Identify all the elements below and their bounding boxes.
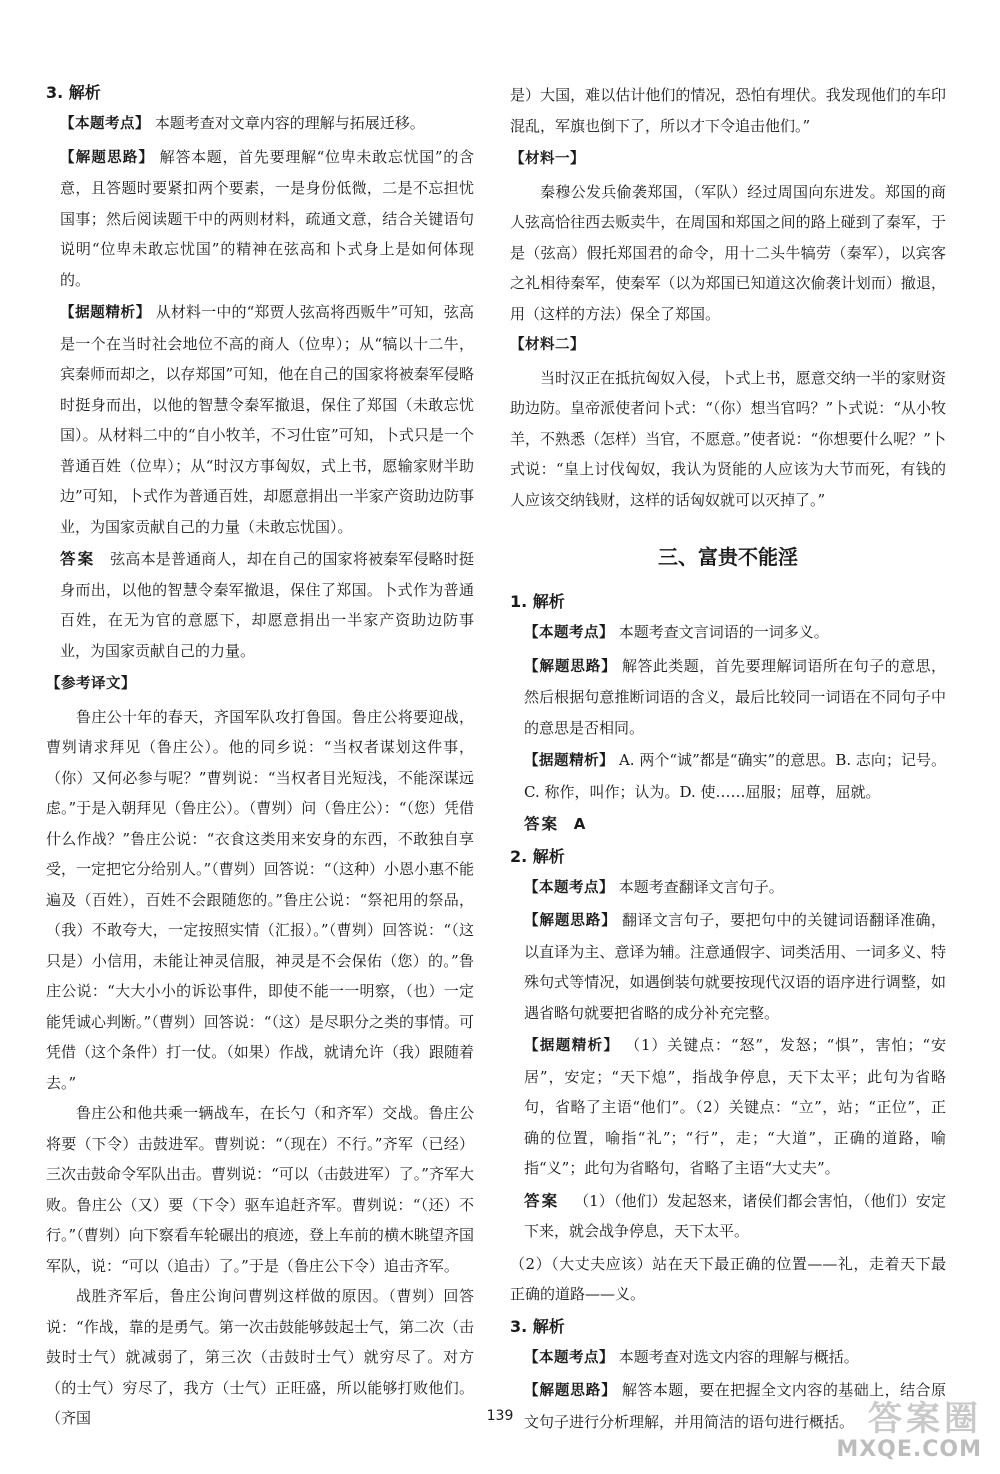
kaodian-text: 本题考查对选文内容的理解与概括。 (618, 1347, 859, 1366)
translation-paragraph-1: 鲁庄公十年的春天，齐国军队攻打鲁国。鲁庄公将要迎战，曹刿请求拜见（鲁庄公）。他的同乡说：“当权者谋划这件事，（你）又何必参与呢？”曹刿说：“当权者目光短浅，不能深谋远虑。”于是入朝拜见（鲁庄公）。（曹刿）问（鲁庄公）：“（您）凭借什么作战？”鲁庄公说：“衣食这类用来安身的东西，不敢独自享受，一定把它分给别人。”（曹刿）回答说：“（这种）小恩小惠不能遍及（百姓），百姓不会跟随您的。”鲁庄公说：“祭祀用的祭品，（我）不敢夸大，一定按照实情（汇报）。”（曹刿）回答说：“（这只是）小信用，未能让神灵信服，神灵是不会保佑（您）的。”鲁庄公说：“大大小小的诉讼事件，即使不能一一明察，（也）一定能凭诚心判断。”（曹刿）回答说：“（这）是尽职分之类的事情。可凭借（这个条件）打一仗。（如果）作战，就请允许（我）跟随着去。” (46, 707, 474, 1092)
silu-tag: 【解题思路】 (524, 1383, 617, 1399)
material-2-tag (510, 329, 946, 361)
q3-heading: 3. 解析 (510, 1316, 565, 1336)
q1-answer (510, 809, 946, 840)
translation-paragraph-2: 鲁庄公和他共乘一辆战车，在长勺（和齐军）交战。鲁庄公将要（下令）击鼓进军。曹刿说：“（现在）不行。”齐军（已经）三次击鼓命令军队出击。曹刿说：“可以（击鼓进军）了。”齐军大败。鲁庄公（又）要（下令）驱车追赶齐军。曹刿说：“（还）不行。”（曹刿）向下察看车轮碾出的痕迹，登上车前的横木眺望齐国军队，说：“可以（追击）了。”于是（鲁庄公下令）追击齐军。 (46, 1104, 474, 1275)
q2-jingxi (510, 1030, 946, 1184)
left-column (46, 78, 474, 1434)
q2-answer-2: （2）（大丈夫应该）站在天下最正确的位置——礼，走着天下最正确的道路——义。 (510, 1254, 946, 1303)
right-column (510, 80, 946, 1439)
q3-answer (46, 544, 474, 666)
jingxi-text: 从材料一中的“郑贾人弦高将西贩牛”可知，弦高是一个在当时社会地位不高的商人（位卑）；从“犒以十二牛，宾秦师而却之，以存郑国”可知，他在自己的国家将被秦军侵略时挺身而出，以他的智慧令秦军撤退，保住了郑国（未敢忘忧国）。从材料二中的“自小牧羊，不习仕宦”可知，卜式只是一个普通百姓（位卑）；从“时汉方事匈奴，式上书，愿输家财半助边”可知，卜式作为普通百姓，却愿意捐出一半家产资助边防事业，为国家贡献自己的力量（未敢忘忧国）。 (60, 303, 475, 536)
silu-tag: 【解题思路】 (524, 658, 617, 675)
q1-jingxi (510, 745, 946, 807)
q1-heading: 1. 解析 (510, 592, 565, 611)
answer-text: 弦高本是普通商人，却在自己的国家将被秦军侵略时挺身而出，以他的智慧令秦军撤退，保住了郑国。卜式作为普通百姓，在无为官的意愿下，却愿意捐出一半家产资助边防事业，为国家贡献自己的力量。 (60, 550, 474, 660)
material-1-text: 秦穆公发兵偷袭郑国，（军队）经过周国向东进发。郑国的商人弦高恰往西去贩卖牛，在周国和郑国之间的路上碰到了秦军，于是（弦高）假托郑国君的命令，用十二头牛犒劳（秦军），以宾客之礼相待秦军，使秦军（以为郑国已知道这次偷袭计划而）撤退，用（这样的方法）保全了郑国。 (510, 182, 946, 323)
jingxi-text: A. 两个“诚”都是“确实”的意思。B. 志向；记号。C. 称作，叫作；认为。D. 使……屈服；屈尊，屈就。 (524, 751, 947, 801)
answer-label: 答案 (524, 815, 560, 833)
answer-label: 答案 (60, 550, 96, 568)
kaodian-tag: 【本题考点】 (524, 625, 614, 641)
q1-kaodian (510, 617, 946, 649)
jingxi-tag: 【据题精析】 (524, 1038, 620, 1054)
silu-text: 解答此类题，首先要理解词语所在句子的意思，然后根据句意推断词语的含义，最后比较同一词语在不同句子中的意思是否相同。 (524, 656, 946, 737)
section-title: 三、富贵不能淫 (658, 545, 798, 569)
q3-silu (46, 142, 474, 296)
silu-tag: 【解题思路】 (524, 913, 617, 929)
answer-text-1: （1）（他们）发起怒来，诸侯们都会害怕，（他们）安定下来，就会战争停息，天下太平。 (524, 1191, 946, 1240)
kaodian-tag: 【本题考点】 (524, 879, 614, 896)
page-number: 139 (486, 1408, 514, 1424)
q2-silu (510, 905, 946, 1028)
kaodian-text: 本题考查翻译文言句子。 (618, 877, 784, 896)
q3-kaodian (510, 1342, 946, 1374)
jingxi-tag: 【据题精析】 (60, 305, 151, 321)
jingxi-tag: 【据题精析】 (524, 753, 615, 769)
silu-text: 翻译文言句子，要把句中的关键词语翻译准确，以直译为主、意译为辅。注意通假字、词类活用、一词多义、特殊句式等情况，如遇倒装句就要按现代汉语的语序进行调整，如遇省略句就要把省略的成分补充完整。 (524, 911, 946, 1022)
ref-tag: 【参考译文】 (46, 676, 136, 692)
translation-continued: 是）大国，难以估计他们的情况，恐怕有埋伏。我发现他们的车印混乱，军旗也倒下了，所以才下令追击他们。” (510, 86, 946, 135)
material-2-text: 当时汉正在抵抗匈奴入侵，卜式上书，愿意交纳一半的家财资助边防。皇帝派使者问卜式：“（你）想当官吗？”卜式说：“从小牧羊，不熟悉（怎样）当官，不愿意。”使者说：“你想要什么呢？”卜式说：“皇上讨伐匈奴，我认为贤能的人应该为大节而死，有钱的人应该交纳钱财，这样的话匈奴就可以灭掉了。” (510, 368, 946, 509)
q2-kaodian (510, 872, 946, 904)
m2-tag: 【材料二】 (510, 337, 585, 353)
material-1-tag (510, 143, 946, 175)
watermark-logo (782, 1400, 982, 1466)
q3-jingxi (46, 297, 474, 542)
silu-text: 解答本题，要在把握全文内容的基础上，结合原文句子进行分析理解，并用简洁的语句进行概括。 (524, 1381, 946, 1431)
silu-text: 解答本题，首先要理解“位卑未敢忘忧国”的含意，且答题时要紧扣两个要素，一是身份低微，二是不忘担忧国事；然后阅读题干中的两则材料，疏通文意，结合关键语句说明“位卑未敢忘忧国”的精神在弦高和卜式身上是如何体现的。 (60, 147, 474, 289)
kaodian-tag: 【本题考点】 (60, 116, 150, 132)
kaodian-text: 本题考查文言词语的一词多义。 (618, 623, 829, 641)
m1-tag: 【材料一】 (510, 151, 585, 167)
watermark-top-text: 答案圈 (868, 1399, 982, 1439)
translation-paragraph-3: 战胜齐军后，鲁庄公询问曹刿这样做的原因。（曹刿）回答说：“作战，靠的是勇气。第一次击鼓能够鼓起士气，第二次（击鼓时士气）就减弱了，第三次（击鼓时士气）就穷尽了。对方（的士气）穷尽了，我方（士气）正旺盛，所以能够打败他们。（齐国 (46, 1287, 474, 1427)
q2-answer (510, 1186, 946, 1247)
q1-silu (510, 651, 946, 744)
kaodian-tag: 【本题考点】 (524, 1349, 614, 1366)
answer-label: 答案 (524, 1191, 560, 1210)
q3-kaodian (46, 108, 474, 140)
q3-heading: 3. 解析 (46, 83, 101, 102)
reference-translation-tag (46, 668, 474, 700)
answer-text: A (573, 815, 586, 833)
q2-heading: 2. 解析 (510, 846, 565, 866)
jingxi-text: （1）关键点：“怒”，发怒；“惧”，害怕；“安居”，安定；“天下熄”，指战争停息，天下太平；此句为省略句，省略了主语“他们”。（2）关键点：“立”，站；“正位”，正确的位置，喻指“礼”；“行”，走；“大道”，正确的道路，喻指“义”；此句为省略句，省略了主语“大丈夫”。 (524, 1036, 946, 1177)
kaodian-text: 本题考查对文章内容的理解与拓展迁移。 (154, 114, 425, 132)
silu-tag: 【解题思路】 (60, 149, 155, 166)
watermark-bottom-text: MXQE.COM (836, 1437, 982, 1462)
